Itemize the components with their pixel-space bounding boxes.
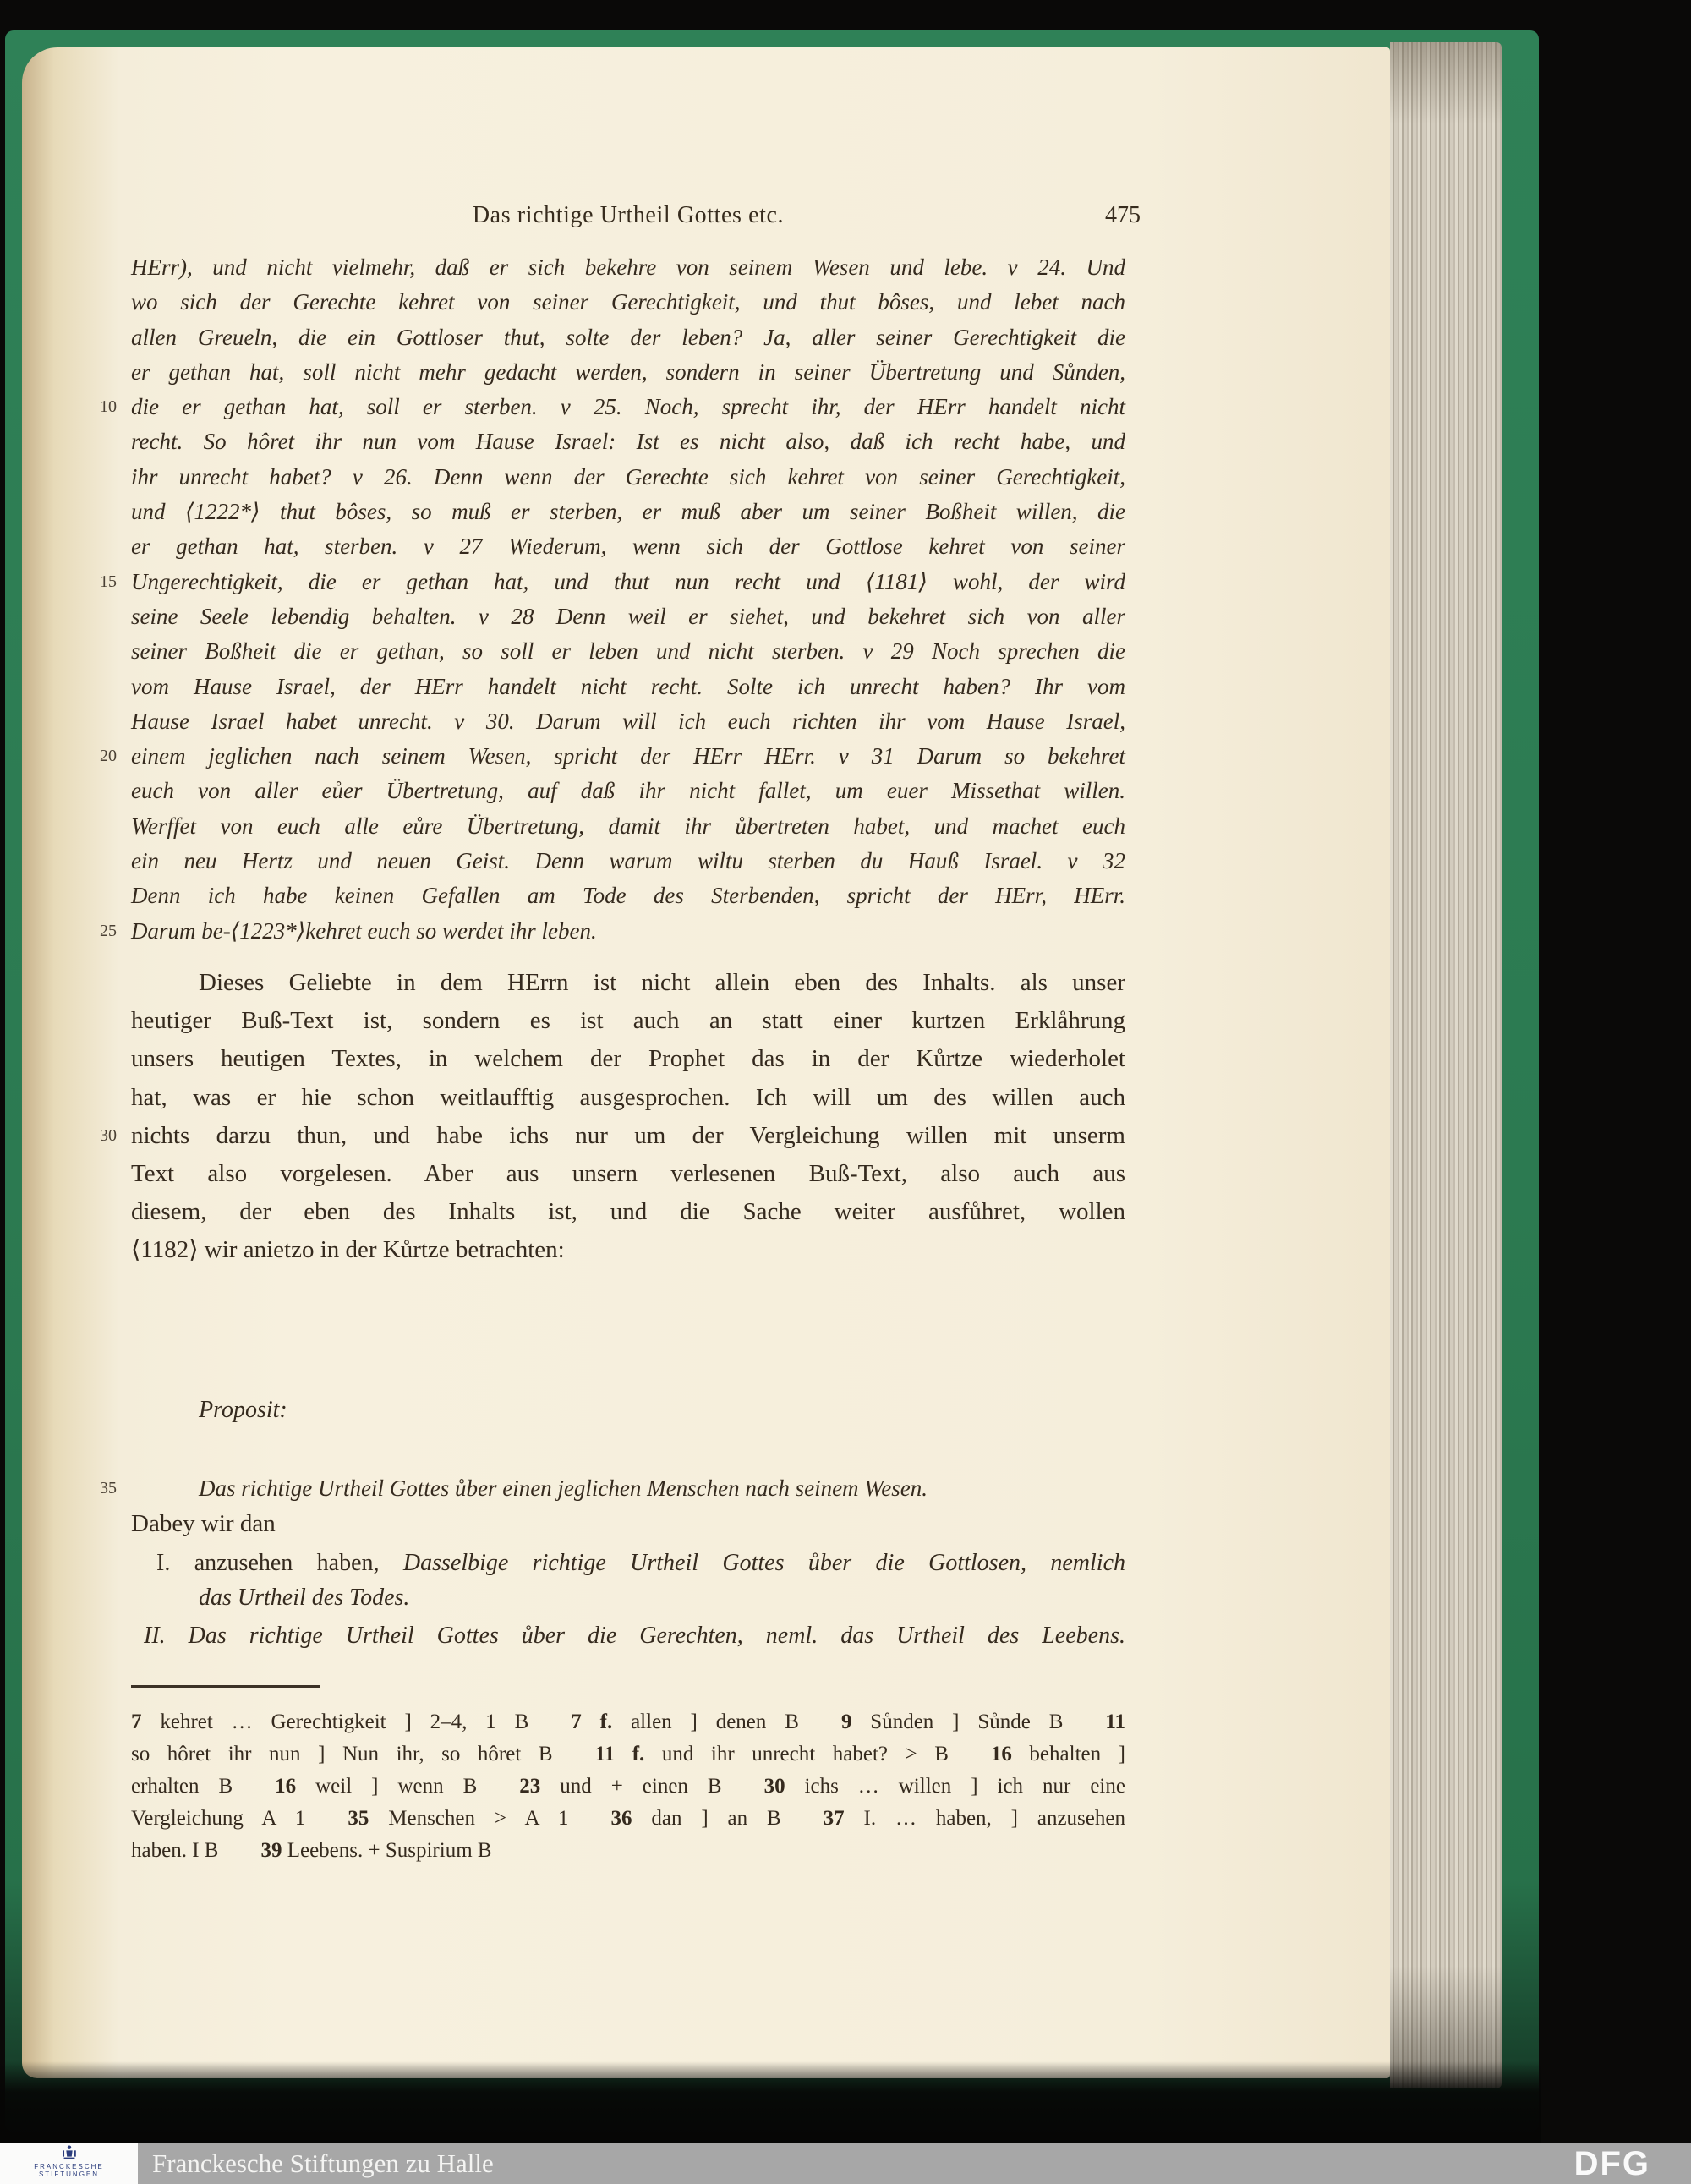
text-segment: dan ] an B	[632, 1807, 824, 1830]
text-segment: 11	[1105, 1711, 1125, 1733]
scripture-line: seiner Boßheit die er gethan, so soll er leben und nicht sterben. v 29 Noch sprechen die	[131, 638, 1125, 665]
apparatus-rule	[131, 1685, 320, 1688]
thesis-line: Das richtige Urtheil Gottes ůber einen jeglichen Menschen nach seinem Wesen.	[199, 1475, 928, 1501]
text-segment: 37	[823, 1807, 845, 1830]
text-segment: erhalten B	[131, 1775, 276, 1798]
archive-logo-text-line1: FRANCKESCHE	[34, 2163, 104, 2170]
apparatus-line	[131, 1771, 1125, 1803]
text-segment: 9	[840, 1711, 852, 1733]
commentary-line: Text also vorgelesen. Aber aus unsern verlesenen Buß-Text, also auch aus	[131, 1160, 1125, 1188]
text-segment: 35	[348, 1807, 369, 1830]
text-segment: Vergleichung A 1	[131, 1807, 348, 1830]
text-segment: 36	[610, 1807, 632, 1830]
text-segment: 30	[763, 1775, 785, 1798]
commentary-line: heutiger Buß-Text ist, sondern es ist auch an statt einer kurtzen Erklåhrung	[131, 1007, 1125, 1035]
scripture-line: euch von aller eůer Übertretung, auf daß ihr nicht fallet, um euer Missethat willen.	[131, 778, 1125, 804]
text-segment: I. anzusehen haben,	[156, 1550, 403, 1576]
text-segment: 16	[990, 1743, 1012, 1765]
scripture-block	[131, 250, 1125, 949]
text-segment: so hôret ihr nun ] Nun ihr, so hôret B	[131, 1743, 595, 1765]
scripture-line: recht. So hôret ihr nun vom Hause Israel: Ist es nicht also, daß ich recht habe, und	[131, 429, 1125, 455]
text-segment: Sůnden ] Sůnde B	[851, 1711, 1106, 1733]
outline-item-1	[156, 1546, 1125, 1580]
margin-line-number: 35	[100, 1479, 117, 1497]
text-segment: und ihr unrecht habet? > B	[644, 1743, 991, 1765]
archive-logo	[0, 2143, 138, 2184]
outline-item-2	[144, 1618, 1125, 1653]
apparatus-line	[131, 1706, 1125, 1738]
text-segment: I. … haben, ] anzusehen	[844, 1807, 1125, 1830]
margin-line-number: 25	[100, 922, 117, 940]
scripture-line: er gethan hat, sterben. v 27 Wiederum, wenn sich der Gottlose kehret von seiner	[131, 534, 1125, 560]
scripture-line: HErr), und nicht vielmehr, daß er sich bekehre von seinem Wesen und lebe. v 24. Und	[131, 255, 1125, 280]
text-segment: allen ] denen B	[612, 1711, 841, 1733]
margin-line-number: 15	[100, 572, 117, 591]
text-segment: 16	[275, 1775, 297, 1798]
text-segment: 23	[519, 1775, 541, 1798]
archive-name: Franckesche Stiftungen zu Halle	[152, 2148, 494, 2178]
page-number: 475	[1105, 202, 1141, 228]
text-segment: 11 f.	[594, 1743, 645, 1765]
proposit-heading: Proposit:	[199, 1397, 287, 1423]
apparatus-block	[131, 1706, 1125, 1867]
scripture-line: und ⟨1222*⟩ thut bôses, so muß er sterben, er muß aber um seiner Boßheit willen, die	[131, 499, 1125, 525]
commentary-line: nichts darzu thun, und habe ichs nur um der Vergleichung willen mit unserm	[131, 1121, 1125, 1149]
scripture-line: Werffet von euch alle eůre Übertretung, damit ihr ůbertreten habet, und machet euch	[131, 813, 1125, 839]
commentary-line: Dieses Geliebte in dem HErrn ist nicht allein eben des Inhalts. als unser	[199, 969, 1125, 996]
apparatus-line	[131, 1738, 1125, 1771]
text-segment: Menschen > A 1	[369, 1807, 611, 1830]
apparatus-line	[131, 1803, 1125, 1835]
outline-item-1-continued: das Urtheil des Todes.	[199, 1585, 410, 1611]
commentary-block	[131, 964, 1125, 1270]
text-segment: Dasselbige richtige Urtheil Gottes ůber die Gottlosen, nemlich	[402, 1550, 1125, 1576]
commentary-line: hat, was er hie schon weitlaufftig ausgesprochen. Ich will um des willen auch	[131, 1083, 1125, 1111]
commentary-line: diesem, der eben des Inhalts ist, und die Sache weiter ausfůhret, wollen	[131, 1198, 1125, 1226]
text-segment: kehret … Gerechtigkeit ] 2–4, 1 B	[141, 1711, 572, 1733]
page-fore-edge	[1390, 42, 1502, 2088]
running-title: Das richtige Urtheil Gottes etc.	[472, 202, 785, 228]
text-segment: 7 f.	[571, 1711, 613, 1733]
text-segment: und + einen B	[540, 1775, 764, 1798]
scripture-line: Denn ich habe keinen Gefallen am Tode des Sterbenden, spricht der HErr, HErr.	[131, 883, 1125, 909]
scripture-line: vom Hause Israel, der HErr handelt nicht recht. Solte ich unrecht haben? Ihr vom	[131, 673, 1125, 699]
intro-line: Dabey wir dan	[131, 1510, 276, 1537]
margin-line-number: 10	[100, 397, 117, 416]
scripture-line: die er gethan hat, soll er sterben. v 25. Noch, sprecht ihr, der HErr handelt nicht	[131, 394, 1125, 420]
scripture-line: Hause Israel habet unrecht. v 30. Darum will ich euch richten ihr vom Hause Israel,	[131, 708, 1125, 734]
text-segment: behalten ]	[1011, 1743, 1125, 1765]
apparatus-line	[131, 1835, 1125, 1867]
archive-emblem-icon	[60, 2144, 79, 2163]
scripture-line: Ungerechtigkeit, die er gethan hat, und thut nun recht und ⟨1181⟩ wohl, der wird	[131, 568, 1125, 594]
book-page	[22, 47, 1390, 2078]
text-segment: haben. I B	[131, 1839, 261, 1862]
commentary-line: unsers heutigen Textes, in welchem der Prophet das in der Kůrtze wiederholet	[131, 1045, 1125, 1073]
scripture-line: allen Greueln, die ein Gottloser thut, solte der leben? Ja, aller seiner Gerechtigkeit die	[131, 324, 1125, 350]
archive-logo-text-line2: STIFTUNGEN	[38, 2170, 100, 2178]
scripture-line: seine Seele lebendig behalten. v 28 Denn weil er siehet, und bekehret sich von aller	[131, 603, 1125, 629]
text-segment: ichs … willen ] ich nur eine	[785, 1775, 1125, 1798]
scripture-line: Darum be-⟨1223*⟩kehret euch so werdet ihr leben.	[131, 917, 597, 944]
scripture-line: einem jeglichen nach seinem Wesen, spricht der HErr HErr. v 31 Darum so bekehret	[131, 743, 1125, 769]
commentary-line: ⟨1182⟩ wir anietzo in der Kůrtze betrachten:	[131, 1236, 565, 1264]
scripture-line: er gethan hat, soll nicht mehr gedacht werden, sondern in seiner Übertretung und Sůnden,	[131, 359, 1125, 385]
margin-line-number: 30	[100, 1126, 117, 1145]
page-bottom-shadow	[0, 2061, 1541, 2143]
margin-line-number: 20	[100, 747, 117, 765]
scripture-line: ihr unrecht habet? v 26. Denn wenn der Gerechte sich kehret von seiner Gerechtigkeit,	[131, 463, 1125, 490]
text-segment: II. Das richtige Urtheil Gottes ůber die Gerechten, neml. das Urtheil des Leebens.	[144, 1623, 1125, 1649]
text-segment: 39	[260, 1839, 282, 1862]
scripture-line: wo sich der Gerechte kehret von seiner Gerechtigkeit, und thut bôses, und lebet nach	[131, 289, 1125, 315]
text-segment: Leebens. + Suspirium B	[282, 1839, 492, 1862]
scripture-line: ein neu Hertz und neuen Geist. Denn warum wiltu sterben du Hauß Israel. v 32	[131, 848, 1125, 874]
text-segment: 7	[131, 1711, 142, 1733]
text-segment: weil ] wenn B	[296, 1775, 520, 1798]
dfg-logo: DFG	[1573, 2145, 1650, 2182]
